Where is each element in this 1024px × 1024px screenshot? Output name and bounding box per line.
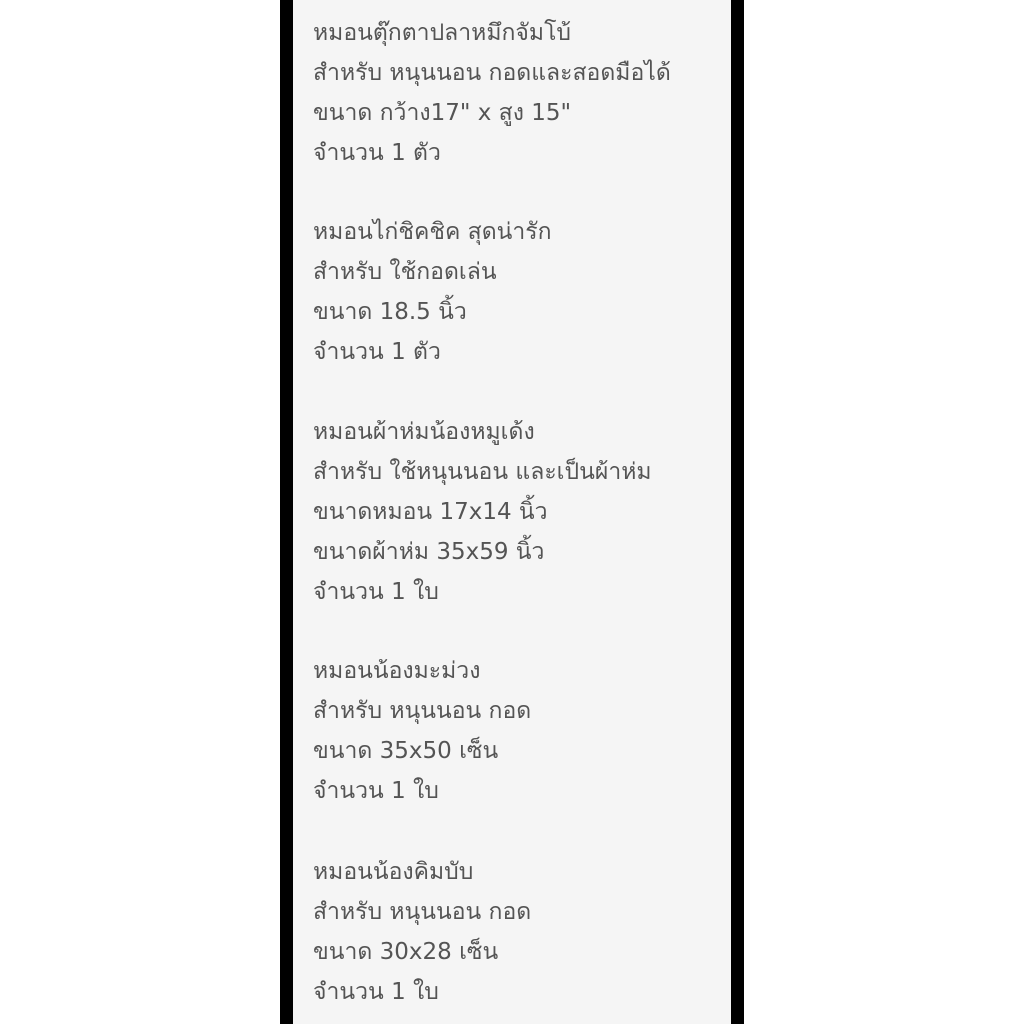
- product-quantity: จำนวน 1 ใบ: [313, 778, 439, 804]
- product-item-squid: [313, 13, 723, 173]
- product-usage: สำหรับ หนุนนอน กอด: [313, 698, 532, 724]
- product-usage: สำหรับ ใช้หนุนนอน และเป็นผ้าห่ม: [313, 459, 652, 485]
- product-usage: สำหรับ ใช้กอดเล่น: [313, 259, 497, 285]
- product-size: ขนาด 35x50 เซ็น: [313, 738, 499, 764]
- product-name: หมอนน้องมะม่วง: [313, 658, 481, 684]
- product-item-chicken: [313, 212, 723, 372]
- product-usage: สำหรับ หนุนนอน กอดและสอดมือได้: [313, 60, 671, 86]
- product-item-pig-blanket: [313, 412, 723, 612]
- product-size: ขนาดหมอน 17x14 นิ้ว: [313, 499, 548, 525]
- product-quantity: จำนวน 1 ใบ: [313, 979, 439, 1005]
- product-name: หมอนผ้าห่มน้องหมูเด้ง: [313, 419, 535, 445]
- product-usage: สำหรับ หนุนนอน กอด: [313, 899, 532, 925]
- product-blanket-size: ขนาดผ้าห่ม 35x59 นิ้ว: [313, 539, 545, 565]
- product-list: [293, 0, 731, 1024]
- product-name: หมอนตุ๊กตาปลาหมึกจัมโบ้: [313, 20, 572, 46]
- product-size: ขนาด 18.5 นิ้ว: [313, 299, 467, 325]
- product-name: หมอนไก่ชิคชิค สุดน่ารัก: [313, 219, 552, 245]
- product-name: หมอนน้องคิมบับ: [313, 859, 474, 885]
- product-quantity: จำนวน 1 ใบ: [313, 579, 439, 605]
- product-quantity: จำนวน 1 ตัว: [313, 140, 441, 166]
- product-size: ขนาด 30x28 เซ็น: [313, 939, 499, 965]
- product-item-kimbap: [313, 852, 723, 1012]
- product-size: ขนาด กว้าง17" x สูง 15": [313, 100, 572, 126]
- product-item-mango: [313, 651, 723, 811]
- product-quantity: จำนวน 1 ตัว: [313, 339, 441, 365]
